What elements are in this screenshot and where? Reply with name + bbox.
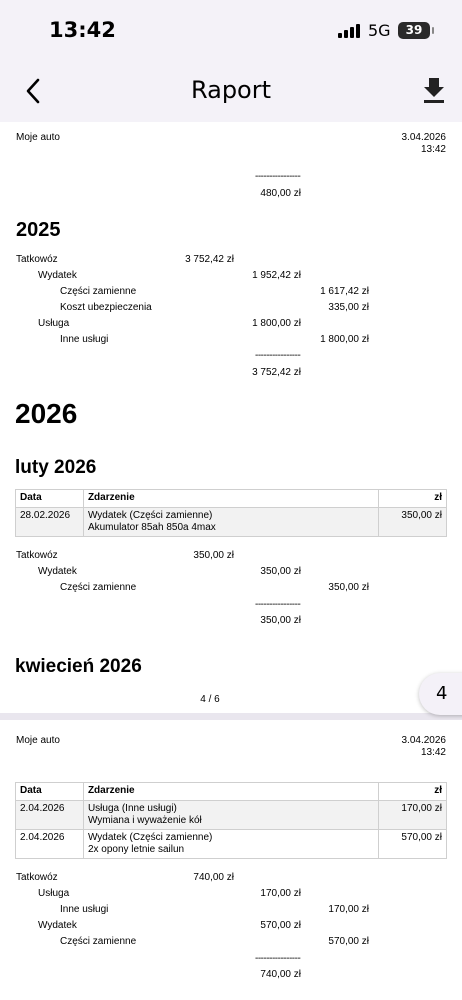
month-heading-luty: luty 2026 — [15, 457, 97, 478]
summary-label: Tatkowóz — [16, 550, 58, 561]
column-header-event: Zdarzenie — [83, 783, 378, 801]
report-page-5 — [0, 720, 462, 1000]
summary-label: Części zamienne — [60, 286, 137, 297]
summary-label: Wydatek — [38, 920, 77, 931]
summary-amount: 570,00 zł — [328, 936, 369, 947]
event-type: Usługa (Inne usługi) — [87, 803, 177, 814]
row-amount: 170,00 zł — [379, 801, 447, 830]
report-header-date: 3.04.2026 — [401, 735, 446, 746]
summary-amount: 1 800,00 zł — [320, 334, 369, 345]
summary-amount: 570,00 zł — [260, 920, 301, 931]
app-bar — [0, 62, 462, 122]
events-table — [15, 489, 447, 537]
report-header-time: 13:42 — [420, 144, 446, 155]
cellular-signal-icon — [338, 24, 362, 38]
summary-label: Tatkowóz — [16, 872, 58, 883]
sum-separator: ---------------- — [255, 350, 301, 361]
summary-amount: 3 752,42 zł — [185, 254, 234, 265]
report-header-date: 3.04.2026 — [401, 132, 446, 143]
event-note: Wymiana i wyważenie kół — [87, 815, 202, 826]
summary-label: Inne usługi — [60, 334, 109, 345]
summary-amount: 335,00 zł — [328, 302, 369, 313]
summary-amount: 1 952,42 zł — [252, 270, 301, 281]
row-amount: 350,00 zł — [379, 508, 447, 537]
row-amount: 570,00 zł — [379, 830, 447, 859]
summary-label: Koszt ubezpieczenia — [60, 302, 152, 313]
summary-label: Części zamienne — [60, 582, 137, 593]
page-jump-button[interactable]: 4 — [419, 673, 462, 715]
summary-amount: 350,00 zł — [328, 582, 369, 593]
year-total: 3 752,42 zł — [252, 367, 301, 378]
row-date: 28.02.2026 — [16, 508, 84, 537]
column-header-event: Zdarzenie — [83, 490, 378, 508]
month-total: 350,00 zł — [260, 615, 301, 626]
download-icon — [420, 76, 448, 106]
summary-amount: 1 617,42 zł — [320, 286, 369, 297]
column-header-amount: zł — [379, 490, 447, 508]
report-header-time: 13:42 — [420, 747, 446, 758]
events-table — [15, 782, 447, 859]
summary-label: Inne usługi — [60, 904, 109, 915]
row-event — [83, 801, 378, 830]
table-row — [16, 508, 447, 537]
event-note: 2x opony letnie sailun — [87, 844, 185, 855]
summary-label: Usługa — [38, 318, 70, 329]
page-indicator: 4 / 6 — [200, 694, 220, 705]
network-type: 5G — [368, 21, 391, 40]
summary-label: Usługa — [38, 888, 70, 899]
summary-amount: 1 800,00 zł — [252, 318, 301, 329]
carry-total: 480,00 zł — [260, 188, 301, 199]
month-heading-kwiecien: kwiecień 2026 — [15, 656, 142, 677]
summary-amount: 350,00 zł — [193, 550, 234, 561]
column-header-date: Data — [16, 490, 84, 508]
year-heading-2026: 2026 — [15, 398, 78, 429]
report-header-title: Moje auto — [16, 132, 60, 143]
battery-icon: 39 — [398, 22, 430, 39]
column-header-amount: zł — [379, 783, 447, 801]
sum-separator: ---------------- — [255, 599, 301, 610]
status-bar — [0, 0, 462, 62]
summary-amount: 170,00 zł — [328, 904, 369, 915]
table-row — [16, 801, 447, 830]
report-page-4 — [0, 122, 462, 717]
event-note: Akumulator 85ah 850a 4max — [87, 522, 216, 533]
row-date: 2.04.2026 — [16, 801, 84, 830]
month-total: 740,00 zł — [260, 969, 301, 980]
summary-amount: 350,00 zł — [260, 566, 301, 577]
page-divider — [0, 713, 462, 720]
event-type: Wydatek (Części zamienne) — [87, 832, 213, 843]
row-event — [83, 508, 378, 537]
page-title: Raport — [190, 76, 272, 104]
summary-amount: 170,00 zł — [260, 888, 301, 899]
event-type: Wydatek (Części zamienne) — [87, 510, 213, 521]
table-header-row — [16, 490, 447, 508]
row-event — [83, 830, 378, 859]
sum-separator: ---------------- — [255, 171, 301, 182]
summary-label: Wydatek — [38, 566, 77, 577]
summary-label: Części zamienne — [60, 936, 137, 947]
download-button[interactable] — [420, 76, 448, 106]
row-date: 2.04.2026 — [16, 830, 84, 859]
summary-label: Wydatek — [38, 270, 77, 281]
table-row — [16, 830, 447, 859]
summary-label: Tatkowóz — [16, 254, 58, 265]
year-heading-2025: 2025 — [16, 219, 61, 241]
sum-separator: ---------------- — [255, 953, 301, 964]
summary-amount: 740,00 zł — [193, 872, 234, 883]
table-header-row — [16, 783, 447, 801]
report-header-title: Moje auto — [16, 735, 60, 746]
column-header-date: Data — [16, 783, 84, 801]
status-time: 13:42 — [49, 18, 116, 42]
